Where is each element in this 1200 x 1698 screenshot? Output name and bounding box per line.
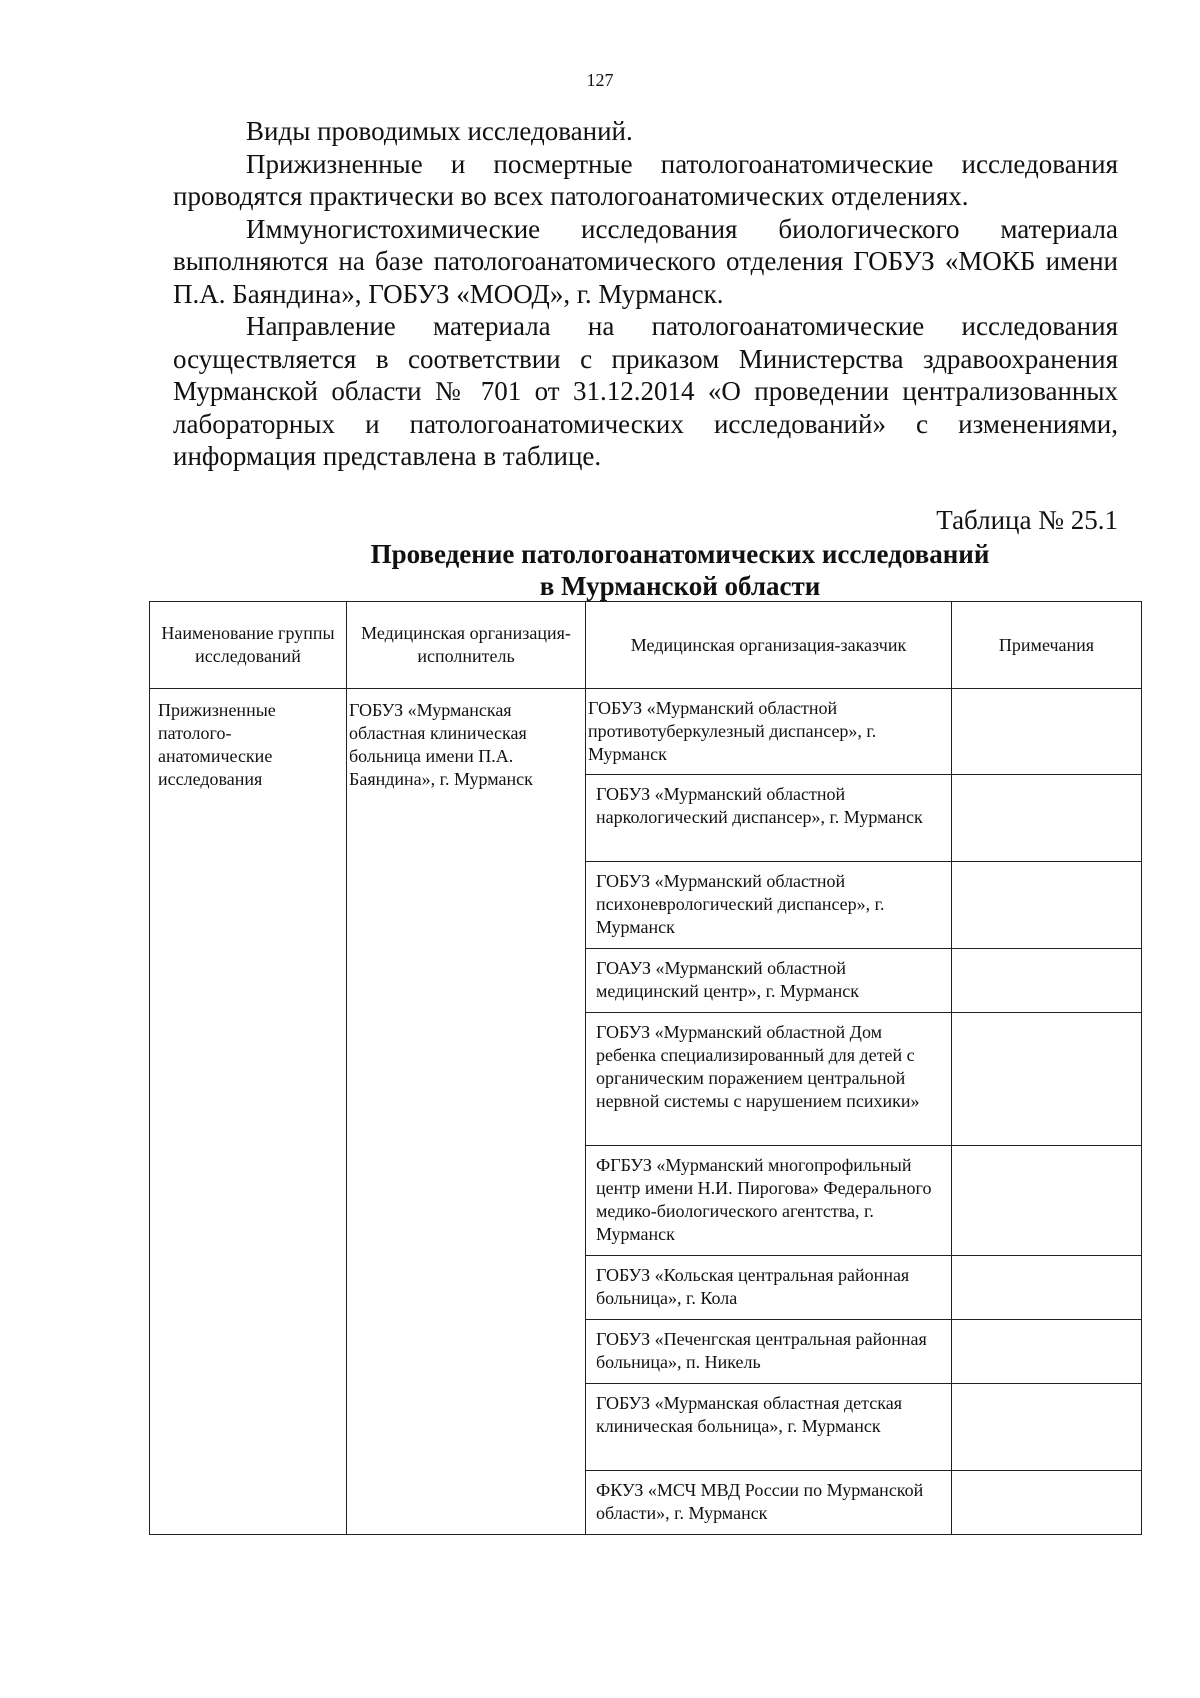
cell-customer: ГОБУЗ «Мурманский областной психоневрологический диспансер», г. Мурманск [586, 862, 952, 949]
body-text [173, 115, 1118, 473]
cell-research-group: Прижизненные патолого-анатомические исследования [150, 689, 347, 1535]
table-title-line-2: в Мурманской области [539, 571, 821, 601]
cell-customer: ГОБУЗ «Мурманский областной наркологический диспансер», г. Мурманск [586, 775, 952, 862]
cell-customer: ГОБУЗ «Кольская центральная районная больница», г. Кола [586, 1256, 952, 1320]
cell-note [952, 1384, 1142, 1471]
cell-customer: ГОАУЗ «Мурманский областной медицинский центр», г. Мурманск [586, 949, 952, 1013]
cell-note [952, 1256, 1142, 1320]
paragraph-4: Направление материала на патологоанатомические исследования осуществляется в соответствии с приказом Министерства здравоохранения Мурманской области № 701 от 31.12.2014 «О проведении централизованных лабораторных и патологоанатомических исследований» с изменениями, информация представлена в таблице. [173, 311, 1118, 471]
paragraph-1: Виды проводимых исследований. [246, 116, 633, 146]
header-group: Наименование группы исследований [150, 602, 347, 689]
table-row [150, 689, 1142, 775]
cell-note [952, 862, 1142, 949]
cell-note [952, 1471, 1142, 1535]
table-title-line-1: Проведение патологоанатомических исследований [370, 539, 990, 569]
table-caption: Таблица № 25.1 [936, 505, 1118, 535]
header-executor: Медицинская организация-исполнитель [347, 602, 586, 689]
cell-customer: ГОБУЗ «Мурманская областная детская клиническая больница», г. Мурманск [586, 1384, 952, 1471]
header-customer: Медицинская организация-заказчик [586, 602, 952, 689]
cell-customer: ГОБУЗ «Мурманский областной противотуберкулезный диспансер», г. Мурманск [586, 689, 952, 775]
cell-note [952, 1013, 1142, 1146]
cell-customer: ГОБУЗ «Печенгская центральная районная больница», п. Никель [586, 1320, 952, 1384]
cell-note [952, 689, 1142, 775]
cell-customer: ФГБУЗ «Мурманский многопрофильный центр имени Н.И. Пирогова» Федерального медико-биологического агентства, г. Мурманск [586, 1146, 952, 1256]
paragraph-2: Прижизненные и посмертные патологоанатомические исследования проводятся практически во всех патологоанатомических отделениях. [173, 148, 1118, 211]
cell-note [952, 1146, 1142, 1256]
cell-customer: ГОБУЗ «Мурманский областной Дом ребенка специализированный для детей с органическим поражением центральной нервной системы с нарушением психики» [586, 1013, 952, 1146]
paragraph-3: Иммуногистохимические исследования биологического материала выполняются на базе патологоанатомического отделения ГОБУЗ «МОКБ имени П.А. Баяндина», ГОБУЗ «МООД», г. Мурманск. [173, 213, 1118, 309]
cell-executor: ГОБУЗ «Мурманская областная клиническая больница имени П.А. Баяндина», г. Мурманск [347, 689, 586, 1535]
cell-note [952, 775, 1142, 862]
header-notes: Примечания [952, 602, 1142, 689]
table-header-row [150, 602, 1142, 689]
cell-customer: ФКУЗ «МСЧ МВД России по Мурманской области», г. Мурманск [586, 1471, 952, 1535]
page-number: 127 [586, 70, 614, 90]
cell-note [952, 949, 1142, 1013]
research-table [149, 601, 1142, 1535]
cell-note [952, 1320, 1142, 1384]
table-title [140, 538, 1200, 602]
